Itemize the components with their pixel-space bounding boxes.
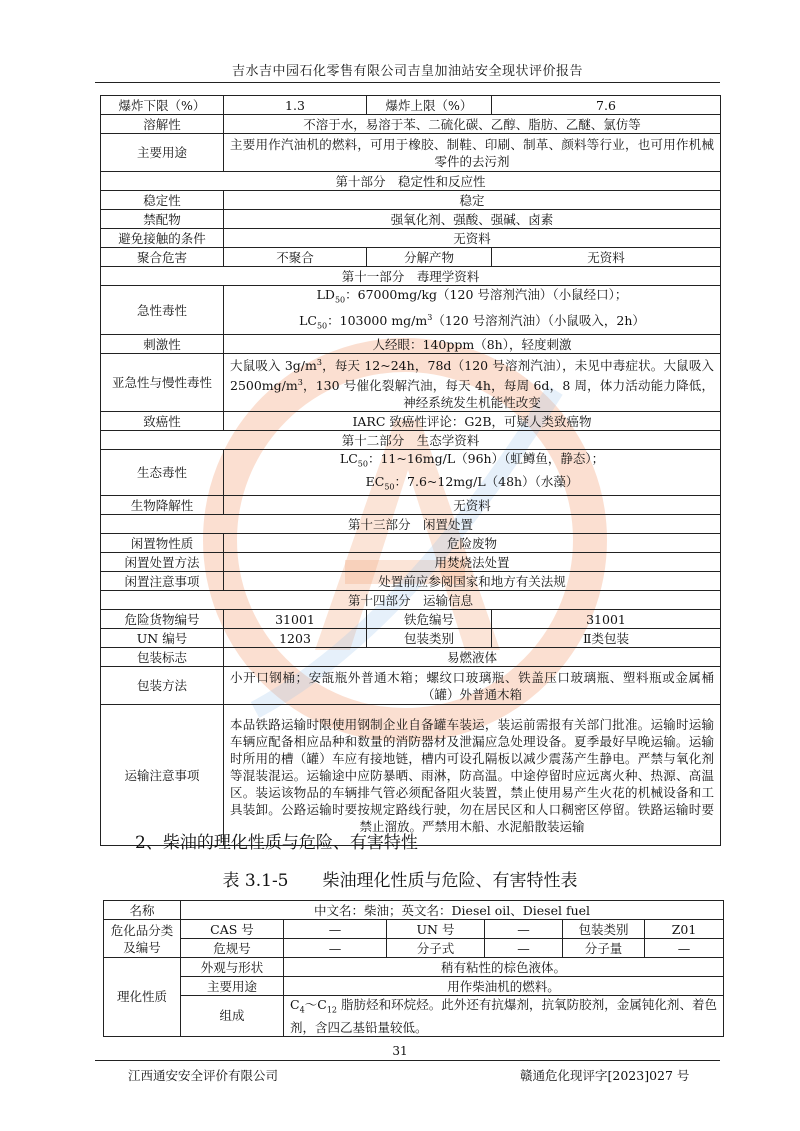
section-row [101,515,721,534]
part13-title: 第十三部分 闲置处置 [101,515,721,534]
pack-mark-value: 易燃液体 [224,648,721,667]
part14-title: 第十四部分 运输信息 [101,591,721,610]
bio-value: 无资料 [224,496,721,515]
carcino-label: 致癌性 [101,412,224,431]
usage-label: 主要用途 [101,134,224,172]
cas-value: — [284,920,387,939]
formula-value: — [485,939,563,958]
stability-value: 稳定 [224,191,721,210]
table-row [101,248,721,267]
incompat-value: 强氧化剂、强酸、强碱、卤素 [224,210,721,229]
chronic-label: 亚急性与慢性毒性 [101,354,224,412]
un-number-value: — [485,920,563,939]
formula-label: 分子式 [387,939,485,958]
disposal-notice-label: 闲置注意事项 [101,572,224,591]
appearance-value: 稍有粘性的棕色液体。 [284,958,724,977]
poly-label: 聚合危害 [101,248,224,267]
acute-label: 急性毒性 [101,286,224,335]
page-header: 吉水吉中园石化零售有限公司吉皇加油站安全现状评价报告 [231,64,583,79]
solubility-label: 溶解性 [101,115,224,134]
table-row [101,96,721,115]
part11-title: 第十一部分 毒理学资料 [101,267,721,286]
table-row [104,939,724,958]
pack-cat-value: Ⅱ类包装 [492,629,721,648]
name-value: 中文名：柴油；英文名：Diesel oil、Diesel fuel [181,901,724,920]
eco-lc-line: $LC_{50}$：11~16mg/L（96h）（虹鳟鱼，静态）； [339,451,605,469]
diesel-use-label: 主要用途 [181,977,284,996]
un-value: 1203 [224,629,367,648]
disposal-method-label: 闲置处置方法 [101,553,224,572]
table-row [101,705,721,846]
header-rule [95,82,720,83]
explosion-upper-value: 7.6 [492,96,721,115]
gasoline-properties-table [100,95,721,846]
section-row [101,267,721,286]
package-category-value: Z01 [645,920,724,939]
diesel-use-value: 用作柴油机的燃料。 [284,977,724,996]
decomp-value: 无资料 [492,248,721,267]
incompat-label: 禁配物 [101,210,224,229]
table-row [101,572,721,591]
table-row [101,286,721,335]
regulation-value: — [284,939,387,958]
composition-label: 组成 [181,996,284,1037]
pack-method-label: 包装方法 [101,667,224,705]
table-row [104,958,724,977]
explosion-lower-label: 爆炸下限（%） [101,96,224,115]
irritation-label: 刺激性 [101,335,224,354]
appearance-label: 外观与形状 [181,958,284,977]
molecular-weight-label: 分子量 [563,939,645,958]
physical-props-label: 理化性质 [104,958,181,1037]
table-caption: 表 3.1-5 柴油理化性质与危险、有害特性表 [222,871,578,891]
solubility-value: 不溶于水，易溶于苯、二硫化碳、乙醇、脂肪、乙醚、氯仿等 [224,115,721,134]
pack-method-value: 小开口钢桶；安瓿瓶外普通木箱；螺纹口玻璃瓶、铁盖压口玻璃瓶、塑料瓶或金属桶（罐）外普通木箱 [224,667,721,705]
diesel-properties-table [103,900,724,1037]
transport-value: 本品铁路运输时限使用钢制企业自备罐车装运，装运前需报有关部门批准。运输时运输车辆应配备相应品种和数量的消防器材及泄漏应急处理设备。夏季最好早晚运输。运输时所用的槽（罐）车应有接地链，槽内可设孔隔板以减少震荡产生静电。严禁与氧化剂等混装混运。运输途中应防暴晒、雨淋，防高温。中途停留时应远离火种、热源、高温区。装运该物品的车辆排气管必须配备阻火装置，禁止使用易产生火花的机械设备和工具装卸。公路运输时要按规定路线行驶，勿在居民区和人口稠密区停留。铁路运输时要禁止溜放。严禁用木船、水泥船散装运输 [224,705,721,846]
un-number-label: UN 号 [387,920,485,939]
cas-label: CAS 号 [181,920,284,939]
eco-value [224,450,721,496]
rail-value: 31001 [492,610,721,629]
avoid-value: 无资料 [224,229,721,248]
disposal-nature-value: 危险废物 [224,534,721,553]
section-row [101,431,721,450]
disposal-nature-label: 闲置物性质 [101,534,224,553]
table-row [101,115,721,134]
table-row [104,996,724,1037]
pack-cat-label: 包装类别 [367,629,492,648]
acute-lc-line: $LC_{50}$：103000 $mg/m^3(120$ 号溶剂汽油）（小鼠吸入，2h） [299,312,645,331]
dg-value: 31001 [224,610,367,629]
stability-label: 稳定性 [101,191,224,210]
pack-mark-label: 包装标志 [101,648,224,667]
regulation-label: 危规号 [181,939,284,958]
table-row [101,335,721,354]
table-row [101,667,721,705]
poly-value: 不聚合 [224,248,367,267]
table-row [101,191,721,210]
disposal-method-value: 用焚烧法处置 [224,553,721,572]
decomp-label: 分解产物 [367,248,492,267]
composition-value: $C_4\sim C_{12}$ 脂肪烃和环烷烃。此外还有抗爆剂，抗氧防胶剂，金属钝化剂、着色剂，含四乙基铅量较低。 [284,996,724,1037]
table-row [101,629,721,648]
table-row [101,134,721,172]
acute-ld-line: $LD_{50}$：67000mg/kg（120 号溶剂汽油）（小鼠经口）； [316,287,628,305]
section-row [101,591,721,610]
table-row [101,610,721,629]
carcino-value: IARC 致癌性评论：G2B，可疑人类致癌物 [224,412,721,431]
table-row [101,450,721,496]
table-row [101,354,721,412]
transport-label: 运输注意事项 [101,705,224,846]
table-row [101,553,721,572]
table-row [104,920,724,939]
dg-label: 危险货物编号 [101,610,224,629]
part10-title: 第十部分 稳定性和反应性 [101,172,721,191]
usage-value: 主要用作汽油机的燃料，可用于橡胶、制鞋、印刷、制革、颜料等行业，也可用作机械零件的去污剂 [224,134,721,172]
eco-label: 生态毒性 [101,450,224,496]
chronic-value: 大鼠吸入 $3g/m^3$，每天 12~24h，78d（120 号溶剂汽油），未见中毒症状。大鼠吸入 $2500mg/m^3$，130 号催化裂解汽油，每天 4h，每周 6d，8 周，体力活动能力降低，神经系统发生机能性改变 [224,354,721,412]
footer-report-number: 赣通危化现评字[2023]027 号 [520,1068,690,1083]
disposal-notice-value: 处置前应参阅国家和地方有关法规 [224,572,721,591]
acute-value [224,286,721,335]
table-row [101,412,721,431]
un-label: UN 编号 [101,629,224,648]
eco-ec-line: $EC_{50}$：7.6~12mg/L（48h）（水藻） [365,473,579,492]
explosion-lower-value: 1.3 [224,96,367,115]
avoid-label: 避免接触的条件 [101,229,224,248]
irritation-value: 人经眼：140ppm（8h），轻度刺激 [224,335,721,354]
category-label: 危化品分类及编号 [104,920,181,958]
package-category-label: 包装类别 [563,920,645,939]
table-row [101,648,721,667]
table-row [104,977,724,996]
table-row [101,496,721,515]
table-row [104,901,724,920]
table-row [101,210,721,229]
footer-company: 江西通安安全评价有限公司 [128,1068,279,1083]
rail-label: 铁危编号 [367,610,492,629]
bio-label: 生物降解性 [101,496,224,515]
table-row [101,534,721,553]
section-heading: 2、柴油的理化性质与危险、有害特性 [135,833,418,853]
footer-rule [95,1060,720,1061]
page-number: 31 [392,1044,408,1058]
part12-title: 第十二部分 生态学资料 [101,431,721,450]
name-label: 名称 [104,901,181,920]
explosion-upper-label: 爆炸上限（%） [367,96,492,115]
molecular-weight-value: — [645,939,724,958]
section-row [101,172,721,191]
table-row [101,229,721,248]
